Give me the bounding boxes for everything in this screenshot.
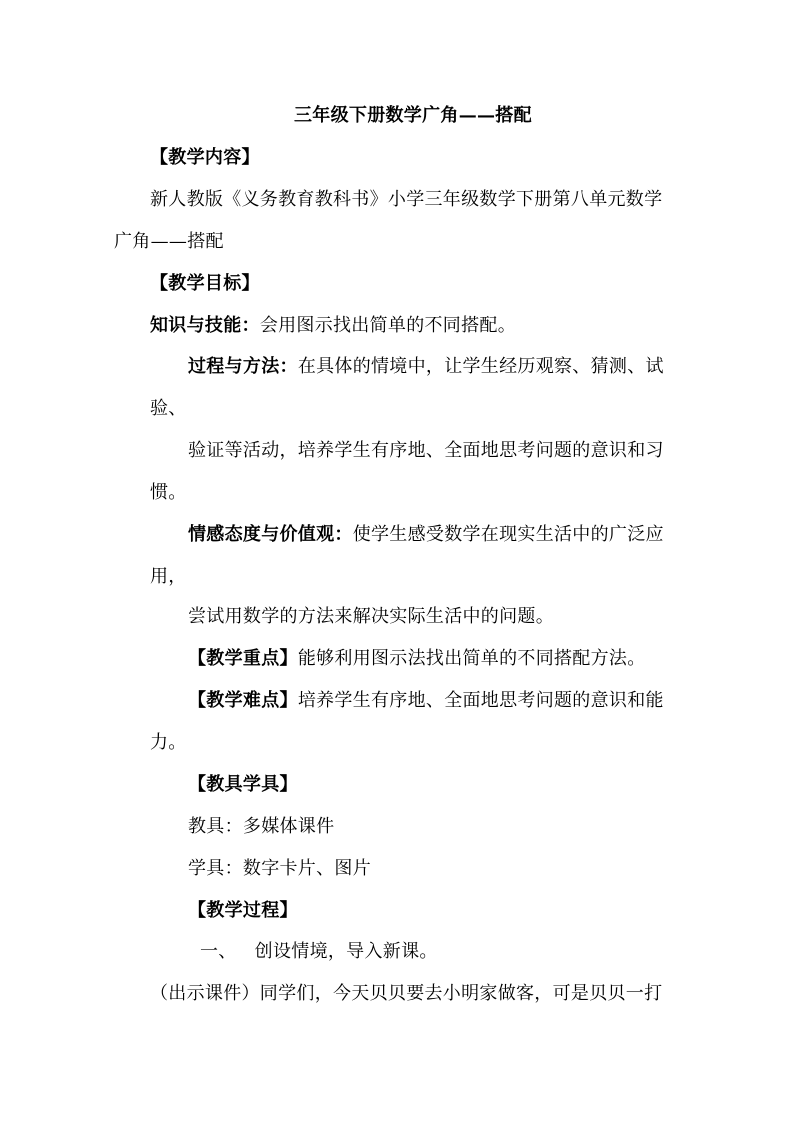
keypoint-text: 能够利用图示法找出简单的不同搭配方法。 (297, 648, 646, 669)
goal2-label: 过程与方法： (188, 356, 298, 377)
difficulty-line1 (188, 689, 664, 713)
goal2-text-line4: 惯。 (150, 482, 187, 503)
process-step1: 一、 创设情境，导入新课。 (200, 941, 438, 962)
goal3-text-line1: 使学生感受数学在现实生活中的广泛应 (352, 524, 664, 545)
tools-student: 学具：数字卡片、图片 (188, 858, 371, 879)
goal2-line1 (188, 355, 664, 379)
difficulty-heading: 【教学难点】 (188, 690, 298, 711)
difficulty-text-line1: 培养学生有序地、全面地思考问题的意识和能 (297, 690, 664, 711)
keypoint-line (188, 647, 646, 671)
content-text-line1: 新人教版《义务教育教科书》小学三年级数学下册第八单元数学 (150, 189, 663, 210)
goal1-text: 会用图示找出简单的不同搭配。 (259, 315, 517, 336)
goals-heading: 【教学目标】 (150, 273, 260, 294)
document-title: 三年级下册数学广角——搭配 (294, 105, 532, 126)
content-text-line2: 广角——搭配 (114, 231, 224, 252)
tools-teacher: 教具：多媒体课件 (188, 816, 335, 837)
goal3-label: 情感态度与价值观： (188, 524, 353, 545)
goal2-text-line1: 在具体的情境中，让学生经历观察、猜测、试 (297, 356, 664, 377)
content-heading: 【教学内容】 (150, 147, 260, 168)
goal3-text-line2: 用， (150, 566, 187, 587)
keypoint-heading: 【教学重点】 (188, 648, 298, 669)
goal2-text-line3: 验证等活动，培养学生有序地、全面地思考问题的意识和习 (188, 440, 664, 461)
goal1-label: 知识与技能： (150, 315, 260, 336)
goal3-line1 (188, 523, 664, 547)
difficulty-text-line2: 力。 (150, 732, 187, 753)
goal1-line (150, 314, 516, 338)
tools-heading: 【教具学具】 (188, 774, 298, 795)
goal2-text-line2: 验、 (150, 398, 187, 419)
process-heading: 【教学过程】 (188, 900, 298, 921)
goal3-text-line3: 尝试用数学的方法来解决实际生活中的问题。 (188, 606, 554, 627)
process-text-line1: （出示课件）同学们，今天贝贝要去小明家做客，可是贝贝一打 (150, 983, 663, 1004)
